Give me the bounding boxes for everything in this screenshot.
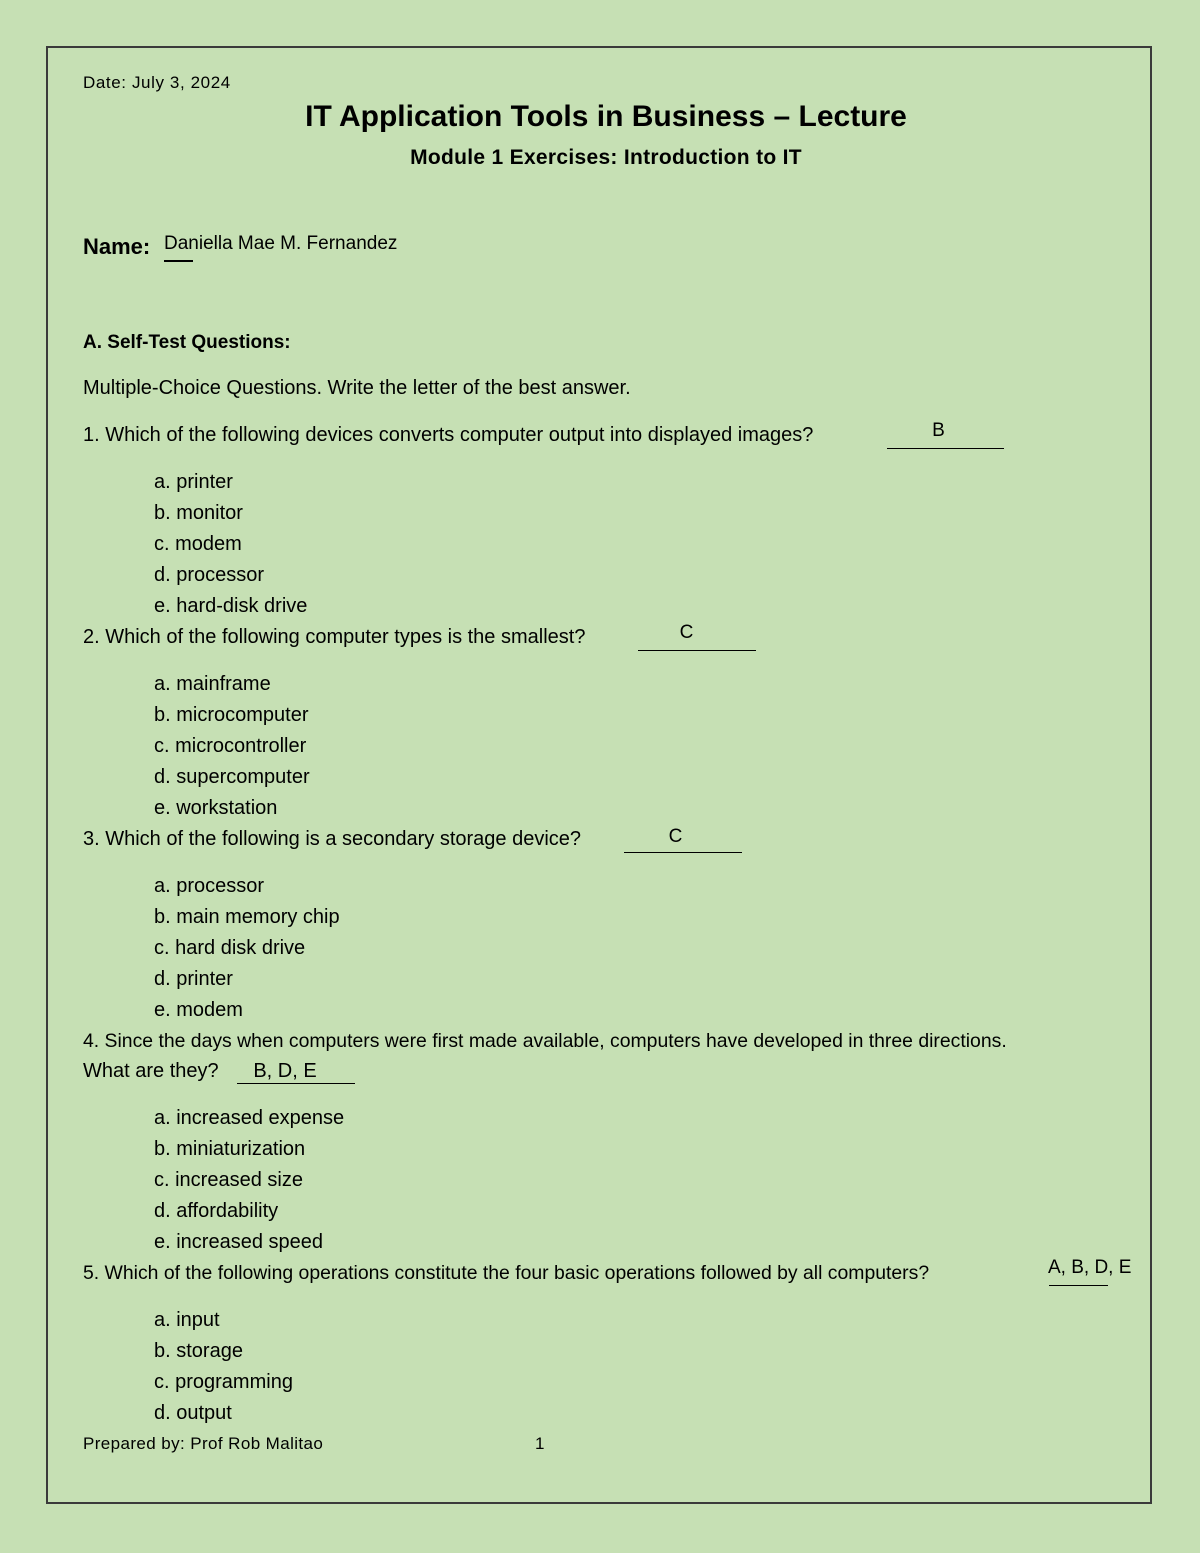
question-3-option-d: d. printer: [154, 968, 233, 990]
question-2-option-d: d. supercomputer: [154, 766, 310, 788]
question-3-answer-line: [624, 852, 742, 853]
question-3-option-b: b. main memory chip: [154, 906, 340, 928]
question-4-option-d: d. affordability: [154, 1200, 279, 1222]
question-3-option-a: a. processor: [154, 875, 265, 897]
prepared-by: Prepared by: Prof Rob Malitao: [83, 1434, 324, 1453]
section-heading: A. Self-Test Questions:: [83, 332, 291, 353]
module-subtitle: Module 1 Exercises: Introduction to IT: [410, 146, 802, 169]
question-4-text-line-1: 4. Since the days when computers were first made available, computers have developed in three directions.: [83, 1030, 1007, 1052]
question-1-option-b: b. monitor: [154, 502, 243, 524]
date-line: Date: July 3, 2024: [83, 73, 231, 92]
question-3-text: 3. Which of the following is a secondary storage device?: [83, 828, 582, 850]
name-underline: [164, 260, 193, 262]
question-4-text-line-2: What are they?: [83, 1060, 219, 1082]
page-number: 1: [535, 1434, 545, 1453]
question-5-option-d: d. output: [154, 1402, 232, 1424]
document-title: IT Application Tools in Business – Lecture: [305, 100, 907, 133]
question-4-answer-line: [237, 1083, 355, 1084]
question-1-answer[interactable]: B: [932, 420, 945, 441]
question-1-option-a: a. printer: [154, 471, 233, 493]
question-5-option-c: c. programming: [154, 1371, 293, 1393]
question-4-option-a: a. increased expense: [154, 1107, 345, 1129]
question-5-text: 5. Which of the following operations constitute the four basic operations followed by all computers?: [83, 1262, 930, 1284]
question-2-text: 2. Which of the following computer types is the smallest?: [83, 626, 586, 648]
name-field[interactable]: Daniella Mae M. Fernandez: [164, 233, 398, 254]
question-5-option-b: b. storage: [154, 1340, 243, 1362]
instructions-text: Multiple-Choice Questions. Write the letter of the best answer.: [83, 377, 631, 399]
question-4-option-e: e. increased speed: [154, 1231, 324, 1253]
question-2-option-b: b. microcomputer: [154, 704, 309, 726]
name-label: Name:: [83, 234, 151, 259]
question-3-answer[interactable]: C: [668, 826, 683, 847]
question-4-option-b: b. miniaturization: [154, 1138, 306, 1160]
question-1-text: 1. Which of the following devices converts computer output into displayed images?: [83, 424, 814, 446]
question-5-option-a: a. input: [154, 1309, 220, 1331]
question-2-option-c: c. microcontroller: [154, 735, 307, 757]
question-1-option-c: c. modem: [154, 533, 242, 555]
question-4-option-c: c. increased size: [154, 1169, 303, 1191]
question-1-option-d: d. processor: [154, 564, 265, 586]
question-3-option-c: c. hard disk drive: [154, 937, 306, 959]
question-2-option-e: e. workstation: [154, 797, 278, 819]
question-1-option-e: e. hard-disk drive: [154, 595, 308, 617]
question-1-answer-line: [887, 448, 1004, 449]
question-2-answer[interactable]: C: [679, 622, 694, 643]
question-3-option-e: e. modem: [154, 999, 243, 1021]
question-5-answer-line: [1049, 1285, 1108, 1286]
question-2-option-a: a. mainframe: [154, 673, 271, 695]
question-5-answer[interactable]: A, B, D, E: [1048, 1257, 1132, 1278]
question-2-answer-line: [638, 650, 756, 651]
question-4-answer[interactable]: B, D, E: [253, 1060, 317, 1082]
